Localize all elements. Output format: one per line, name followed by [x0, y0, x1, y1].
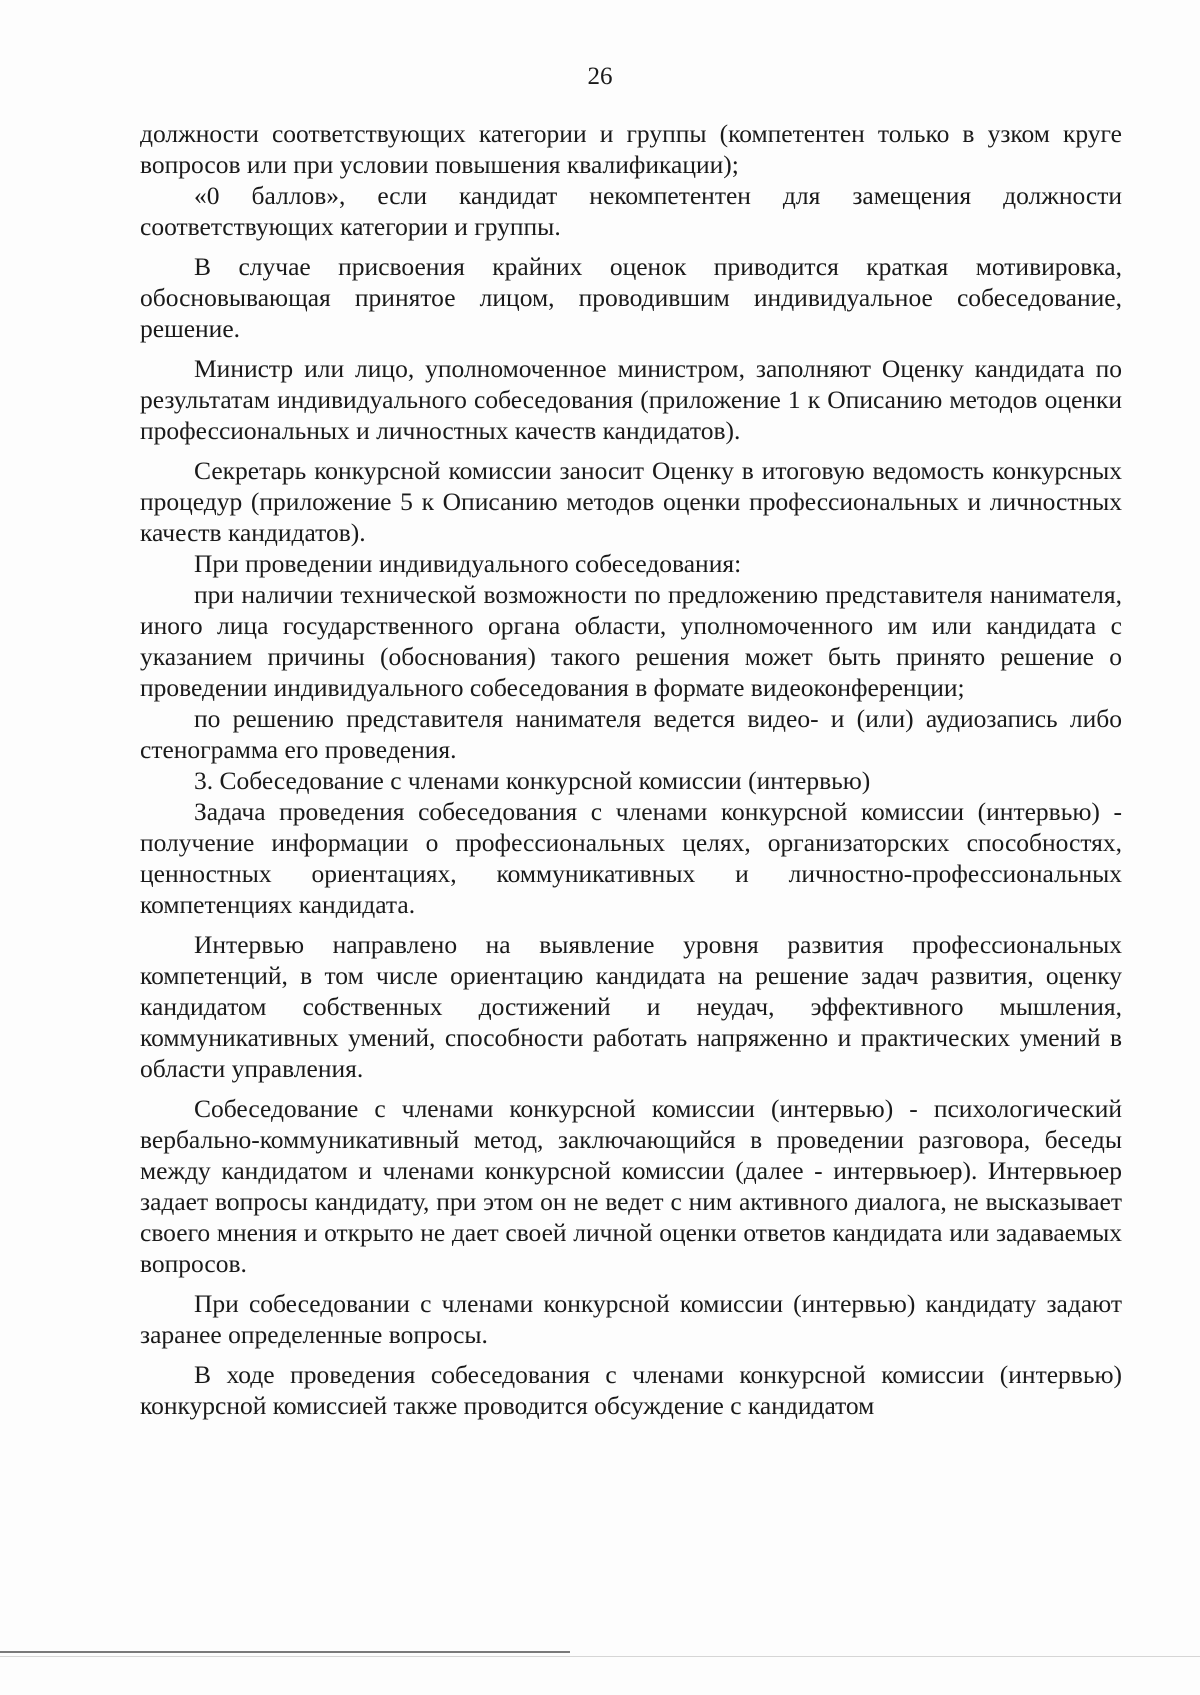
section-paragraph-focus: Интервью направлено на выявление уровня развития профессиональных компетенций, в том числе ориентацию кандидата на решение задач развития, оценку кандидатом собственных достижений и неудач, эффективного мышления, коммуникативных умений, способности работать напряженно и практических умений в области управления.	[140, 930, 1122, 1083]
paragraph-recording: по решению представителя нанимателя ведется видео- и (или) аудиозапись либо стенограмма его проведения.	[140, 704, 1122, 764]
document-body	[140, 118, 1122, 1421]
section-paragraph-questions: При собеседовании с членами конкурсной комиссии (интервью) кандидату задают заранее определенные вопросы.	[140, 1289, 1122, 1349]
paragraph-zero-points: «0 баллов», если кандидат некомпетентен для замещения должности соответствующих категории и группы.	[140, 181, 1122, 241]
scan-edge-line-faint	[0, 1656, 1200, 1657]
scan-edge-line	[0, 1651, 570, 1653]
paragraph-interview-conduct-intro: При проведении индивидуального собеседования:	[194, 549, 742, 578]
page-number: 26	[587, 63, 613, 90]
paragraph-extreme-scores: В случае присвоения крайних оценок приводится краткая мотивировка, обосновывающая принятое лицом, проводившим индивидуальное собеседование, решение.	[140, 252, 1122, 343]
paragraph-videoconference: при наличии технической возможности по предложению представителя нанимателя, иного лица государственного органа области, уполномоченного им или кандидата с указанием причины (обоснования) такого решения может быть принято решение о проведении индивидуального собеседования в формате видеоконференции;	[140, 580, 1122, 702]
section-paragraph-discussion: В ходе проведения собеседования с членами конкурсной комиссии (интервью) конкурсной комиссией также проводится обсуждение с кандидатом	[140, 1360, 1122, 1420]
section-heading: 3. Собеседование с членами конкурсной комиссии (интервью)	[194, 766, 871, 795]
section-paragraph-goal: Задача проведения собеседования с членами конкурсной комиссии (интервью) - получение информации о профессиональных целях, организаторских способностях, ценностных ориентациях, коммуникативных и личностно-профессиональных компетенциях кандидата.	[140, 797, 1122, 919]
paragraph-minister-assessment: Министр или лицо, уполномоченное министром, заполняют Оценку кандидата по результатам индивидуального собеседования (приложение 1 к Описанию методов оценки профессиональных и личностных качеств кандидатов).	[140, 354, 1122, 445]
paragraph-continuation: должности соответствующих категории и группы (компетентен только в узком круге вопросов или при условии повышения квалификации);	[140, 119, 1122, 179]
section-paragraph-method: Собеседование с членами конкурсной комиссии (интервью) - психологический вербально-коммуникативный метод, заключающийся в проведении разговора, беседы между кандидатом и членами конкурсной комиссии (далее - интервьюер). Интервьюер задает вопросы кандидату, при этом он не ведет с ним активного диалога, не высказывает своего мнения и открыто не дает своей личной оценки ответов кандидата или задаваемых вопросов.	[140, 1094, 1122, 1278]
paragraph-secretary-record: Секретарь конкурсной комиссии заносит Оценку в итоговую ведомость конкурсных процедур (приложение 5 к Описанию методов оценки профессиональных и личностных качеств кандидатов).	[140, 456, 1122, 547]
